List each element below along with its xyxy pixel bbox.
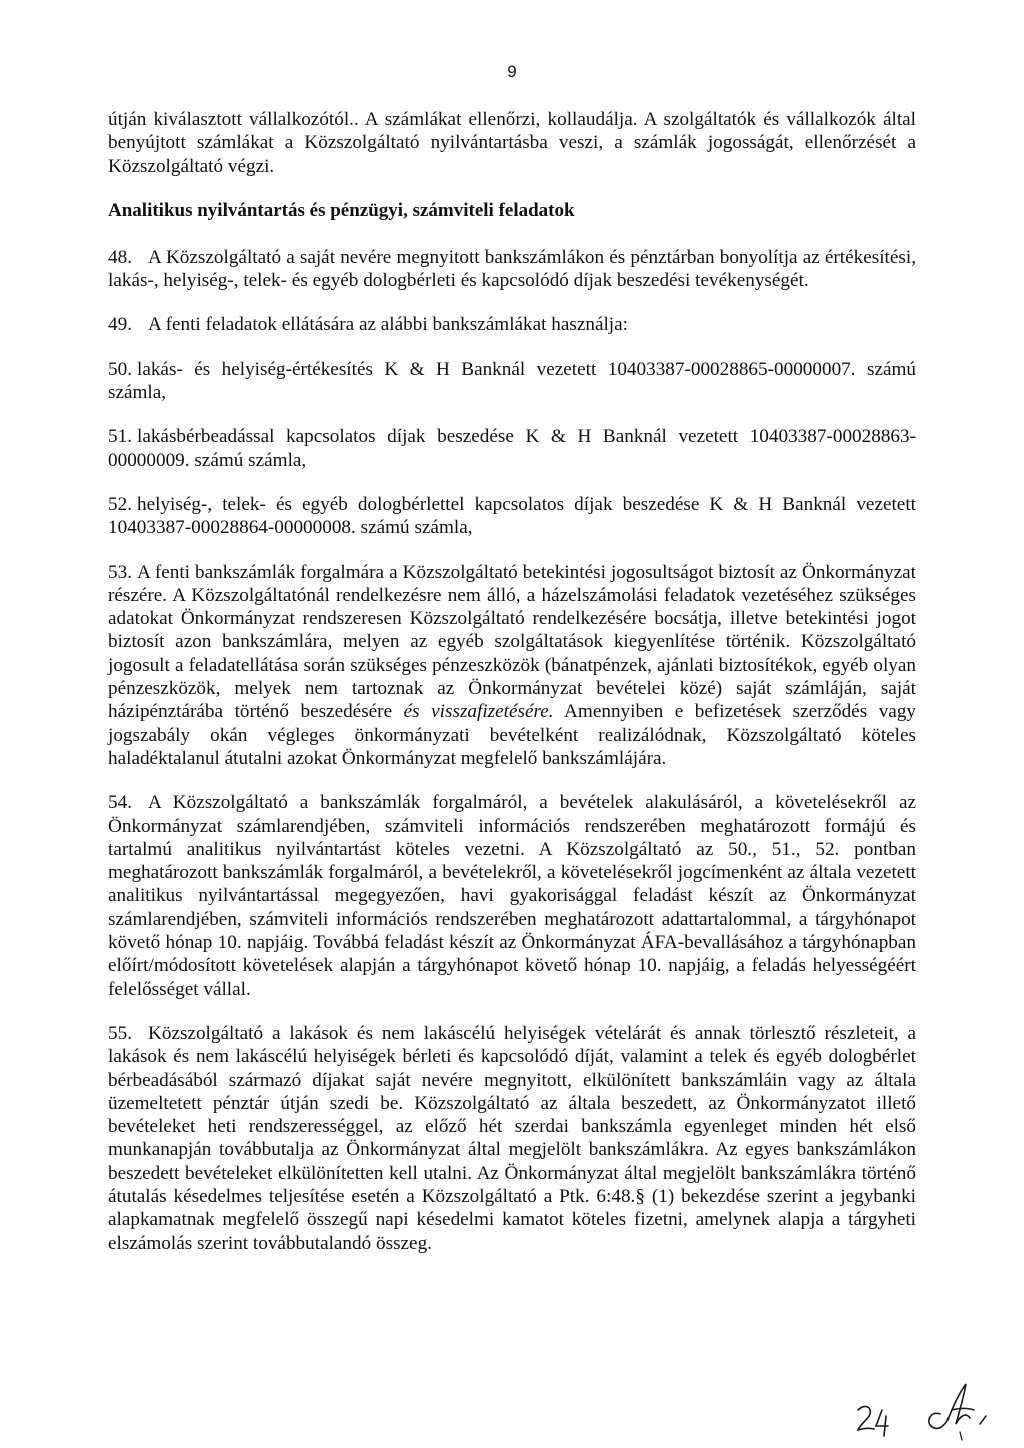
item-number: 52. (108, 493, 132, 515)
item-number: 50. (108, 358, 132, 380)
item-text-italic: és visszafizetésére. (403, 701, 554, 723)
item-text: A Közszolgáltató a bankszámlák forgalmáról, a bevételek alakulásáról, a követelésekről az Önkormányzat számlarendjében, számviteli információs rendszerében meghatározott formájú és tartalmú analitikus nyilvántartást köteles vezetni. A Közszolgáltató az 50., 51., 52. pontban meghatározott bankszámlák forgalmáról, a bevételekről, a követelésekről jogcímenként az általa vezetett analitikus nyilvántartással megegyezően, havi gyakorisággal feladást készít az Önkormányzat számlarendjében, számviteli információs rendszerében meghatározott adattartalommal, a tárgyhónapot követő hónap 10. napjáig. Továbbá feladást készít az Önkormányzat ÁFA-bevallásához a tárgyhónapban előírt/módosított követelések alapján a tárgyhónapot követő hónap 10. napjáig, a feladás helyességéért felelősséget vállal. (108, 792, 916, 1000)
item-text: A fenti bankszámlák forgalmára a Közszolgáltató betekintési jogosultságot biztosít az Önkormányzat részére. A Közszolgáltatónál rendelkezésre nem álló, a házelszámolási feladatok vezetéséhez szükséges adatokat Önkormányzat rendszeresen Közszolgáltató rendelkezésére bocsátja, illetve betekintési jogot biztosít azon bankszámlára, melyen az egyéb szolgáltatások kiegyenlítése történik. Közszolgáltató jogosult a feladatellátása során szükséges pénzeszközök (bánatpénzek, ajánlati biztosítékok, egyéb olyan pénzeszközök, melyek nem tartoznak az Önkormányzat bevételei közé) saját számláján, saját házipénztárába történő beszedésére (108, 561, 916, 723)
paragraph-52 (108, 493, 916, 540)
item-text: A fenti feladatok ellátására az alábbi bankszámlákat használja: (148, 314, 628, 336)
paragraph-53 (108, 561, 916, 771)
paragraph-50 (108, 358, 916, 405)
document-body (108, 108, 916, 1276)
item-number: 55. (108, 1022, 132, 1044)
paragraph-intro: útján kiválasztott vállalkozótól.. A számlákat ellenőrzi, kollaudálja. A szolgáltatók és vállalkozók által benyújtott számlákat a Közszolgáltató nyilvántartásba veszi, a számlák jogosságát, ellenőrzését a Közszolgáltató végzi. (108, 109, 916, 177)
item-text: helyiség-, telek- és egyéb dologbérlettel kapcsolatos díjak beszedése K & H Banknál vezetett 10403387-00028864-00000008. számú számla, (108, 493, 916, 539)
page-number: 9 (507, 62, 517, 81)
item-text: lakásbérbeadással kapcsolatos díjak beszedése K & H Banknál vezetett 10403387-00028863-00000009. számú számla, (108, 426, 916, 471)
paragraph-54 (108, 791, 916, 1001)
item-text: Közszolgáltató a lakások és nem lakáscélú helyiségek vételárát és annak törlesztő részleteit, a lakások és nem lakáscélú helyiségek bérleti és kapcsolódó díját, valamint a telek és egyéb dologbérlet bérbeadásából származó díjakat saját nevére megnyitott, elkülönített bankszámláin vagy az általa üzemeltetett pénztár útján szedi be. Közszolgáltató az általa beszedett, az Önkormányzatot illető bevételeket heti rendszerességgel, az előző hét szerdai bankszámla egyenleget minden hét első munkanapján továbbutalja az Önkormányzat által megjelölt bankszámlákra. Az egyes bankszámlákon beszedett bevételeket elkülönítetten kell utalni. Az Önkormányzat által megjelölt bankszámlákra történő átutalás késedelmes teljesítése esetén a Közszolgáltató a Ptk. 6:48.§ (1) bekezdése szerint a jegybanki alapkamatnak megfelelő összegű napi késedelmi kamatot köteles fizetni, amelynek alapja a tárgyheti elszámolás szerint továbbutalandó összeg. (108, 1022, 916, 1254)
item-text: A Közszolgáltató a saját nevére megnyitott bankszámlákon és pénztárban bonyolítja az értékesítési, lakás-, helyiség-, telek- és egyéb dologbérleti és kapcsolódó díjak beszedési tevékenységét. (108, 246, 916, 292)
item-text: lakás- és helyiség-értékesítés K & H Banknál vezetett 10403387-00028865-00000007. számú számla, (108, 358, 916, 404)
item-number: 54. (108, 792, 132, 814)
paragraph-55 (108, 1022, 916, 1255)
handwritten-signature (836, 1380, 996, 1442)
section-title: Analitikus nyilvántartás és pénzügyi, számviteli feladatok (108, 199, 575, 221)
item-number: 53. (108, 561, 132, 583)
item-number: 48. (108, 246, 132, 268)
paragraph-51 (108, 425, 916, 472)
paragraph-49 (108, 313, 916, 336)
item-text-tail: Amennyiben e befizetések szerződés vagy jogszabály okán végleges önkormányzati bevételként realizálódnak, Közszolgáltató köteles haladéktalanul átutalni azokat Önkormányzat megfelelő bankszámlájára. (108, 701, 917, 769)
item-number: 51. (108, 426, 132, 448)
paragraph-48 (108, 246, 916, 293)
item-number: 49. (108, 314, 132, 336)
